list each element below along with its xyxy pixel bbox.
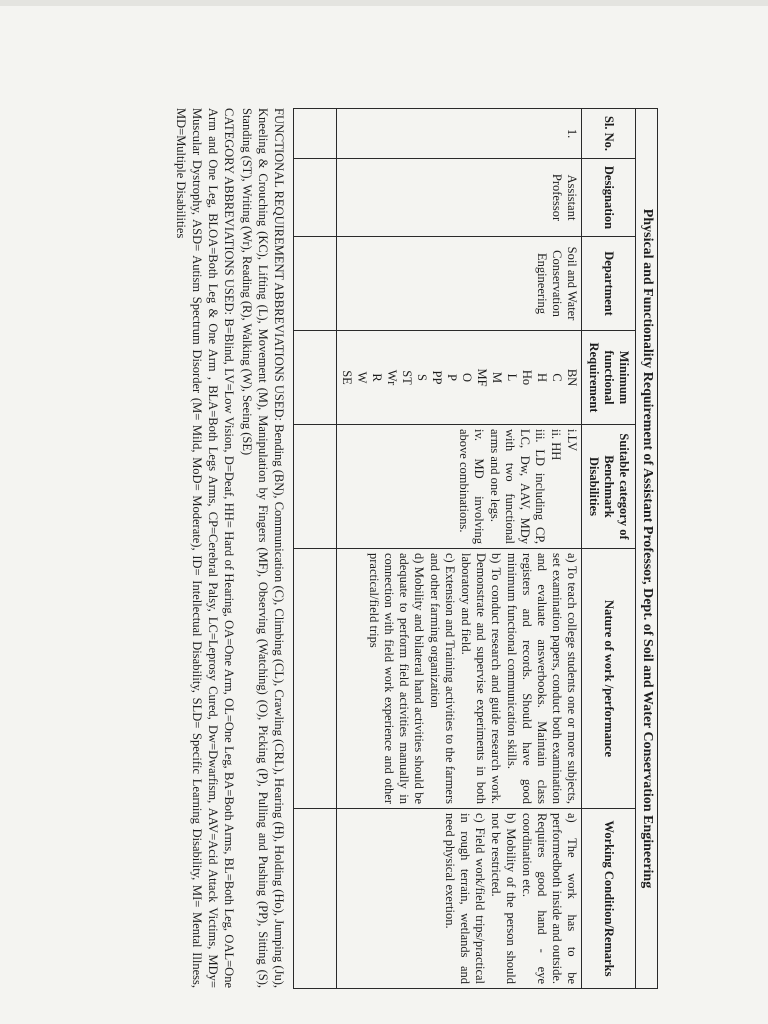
empty-table-row xyxy=(294,109,337,989)
functional-requirement-item: BN xyxy=(565,368,580,387)
cell-nature-of-work xyxy=(337,549,582,809)
header-working: Working Condition/Remarks xyxy=(582,809,636,989)
header-designation: Designation xyxy=(582,159,636,237)
page-title: Physical and Functionality Requirement of Assistant Professor, Dept. of Soil and Water Conservation Engineering xyxy=(636,109,658,989)
header-benchmark: Suitable category of Benchmark Disabilities xyxy=(582,425,636,549)
functional-requirement-item: L xyxy=(505,373,520,382)
empty-cell xyxy=(294,331,337,425)
header-sl-no: Sl. No. xyxy=(582,109,636,159)
functional-requirement-item: M xyxy=(490,371,505,384)
document-sheet xyxy=(171,108,658,988)
benchmark-item: ii. HH xyxy=(549,429,564,461)
cell-benchmark xyxy=(337,425,582,549)
benchmark-item: iv. MD involving above combinations. xyxy=(457,429,487,544)
empty-cell xyxy=(294,809,337,989)
working-item: b) Mobility of the person should not be restricted. xyxy=(489,813,519,985)
title-row xyxy=(636,109,658,989)
cell-department: Soil and Water Conservation Engineering xyxy=(337,237,582,331)
nature-item: b) To conduct research and guide research work. Demonstrate and supervise experiments in both laboratory and field. xyxy=(459,553,504,804)
header-nature: Nature of work /performance xyxy=(582,549,636,809)
category-abbreviations: CATEGORY ABBREVIATIONS USED: B=Blind, LV=Low Vision, D=Deaf, HH= Hard of Hearing, OA=One Arm, OL=One Leg, BA=Both Arms, BL=Both Leg, OAL=One Arm and One Leg, BLOA=Both Leg & One Arm , BLA=Both Legs Arms, CP=Cerebral Palsy, LC=Leprosy Cured, Dw=Dwarfism, AAV=Acid Attack Victims, MDy= Muscular Dystrophy, ASD= Autism Spectrum Disorder (M= Mild, MoD= Moderate), ID= Intellectual Disability, SLD= Specific Learning Disability, MI= Mental Illness, MD=Multiple Disabilities xyxy=(174,108,237,988)
functional-requirement-item: P xyxy=(445,374,460,381)
cell-designation: Assistant Professor xyxy=(337,159,582,237)
functional-requirement-item: Ho xyxy=(520,369,535,386)
nature-list xyxy=(366,553,579,804)
empty-cell xyxy=(294,425,337,549)
functional-requirement-item: PP xyxy=(430,370,445,385)
working-item: a) The work has to be performedboth inside and outside. Requires good hand - eye coordination etc. xyxy=(520,813,580,985)
functional-requirement-item: W xyxy=(355,371,370,384)
cell-sl-no: 1. xyxy=(337,109,582,159)
functional-requirement-item: R xyxy=(370,373,385,382)
functional-requirement-item: S xyxy=(415,374,430,381)
requirements-table xyxy=(293,108,658,989)
cell-working-condition xyxy=(337,809,582,989)
empty-cell xyxy=(294,109,337,159)
functional-requirement-item: O xyxy=(460,372,475,383)
cell-functional-requirements xyxy=(337,331,582,425)
functional-abbreviations: FUNCTIONAL REQUIREMENT ABBREVIATIONS USED: Bending (BN), Communication (C), Climbing (CL), Crawling (CRL), Hearing (H), Holding (Ho), Jumping (Ju), Kneeling & Crouching (KC), Lifting (L), Movement (M), Manipulation by Fingers (MF), Observing (Watching) (O), Picking (P), Pulling and Pushing (PP), Sitting (S), Standing (ST), Writing (Wr), Reading (R), Walking (W), Seeing (SE) xyxy=(240,108,287,988)
working-item: c) Field work/field trips/practical in rough terrain, wetlands and need physical exertion. xyxy=(443,813,488,985)
functional-requirement-list xyxy=(339,335,579,420)
table-row xyxy=(337,109,582,989)
header-row xyxy=(582,109,636,989)
nature-item: c) Extension and Training activities to the farmers and other farming organization xyxy=(428,553,458,804)
functional-requirement-item: MF xyxy=(475,368,490,387)
abbreviation-notes xyxy=(173,108,287,988)
header-min-functional: Minimum functional Requirement xyxy=(582,331,636,425)
benchmark-item: i.LV xyxy=(565,429,580,452)
functional-requirement-item: Wr xyxy=(385,369,400,386)
nature-item: d) Mobility and bilateral hand activities should be adequate to perform field activities manually in connection with field work experience and other practical/field trips xyxy=(367,553,427,804)
empty-cell xyxy=(294,549,337,809)
empty-cell xyxy=(294,237,337,331)
functional-requirement-item: SE xyxy=(340,370,355,385)
empty-cell xyxy=(294,159,337,237)
benchmark-item: iii. LD including CP, LC, Dw, AAV, MDy with two functional arms and one legs. xyxy=(488,429,548,544)
nature-item: a) To teach college students one or more subjects, set examination papers, conduct both examination and evaluate answerbooks. Maintain class registers and records. Should have good minimum functional communication skills. xyxy=(505,553,580,804)
benchmark-list xyxy=(456,429,579,544)
functional-requirement-item: H xyxy=(535,372,550,383)
functional-requirement-item: C xyxy=(550,373,565,382)
working-list xyxy=(442,813,579,984)
header-department: Department xyxy=(582,237,636,331)
functional-requirement-item: ST xyxy=(400,370,415,385)
